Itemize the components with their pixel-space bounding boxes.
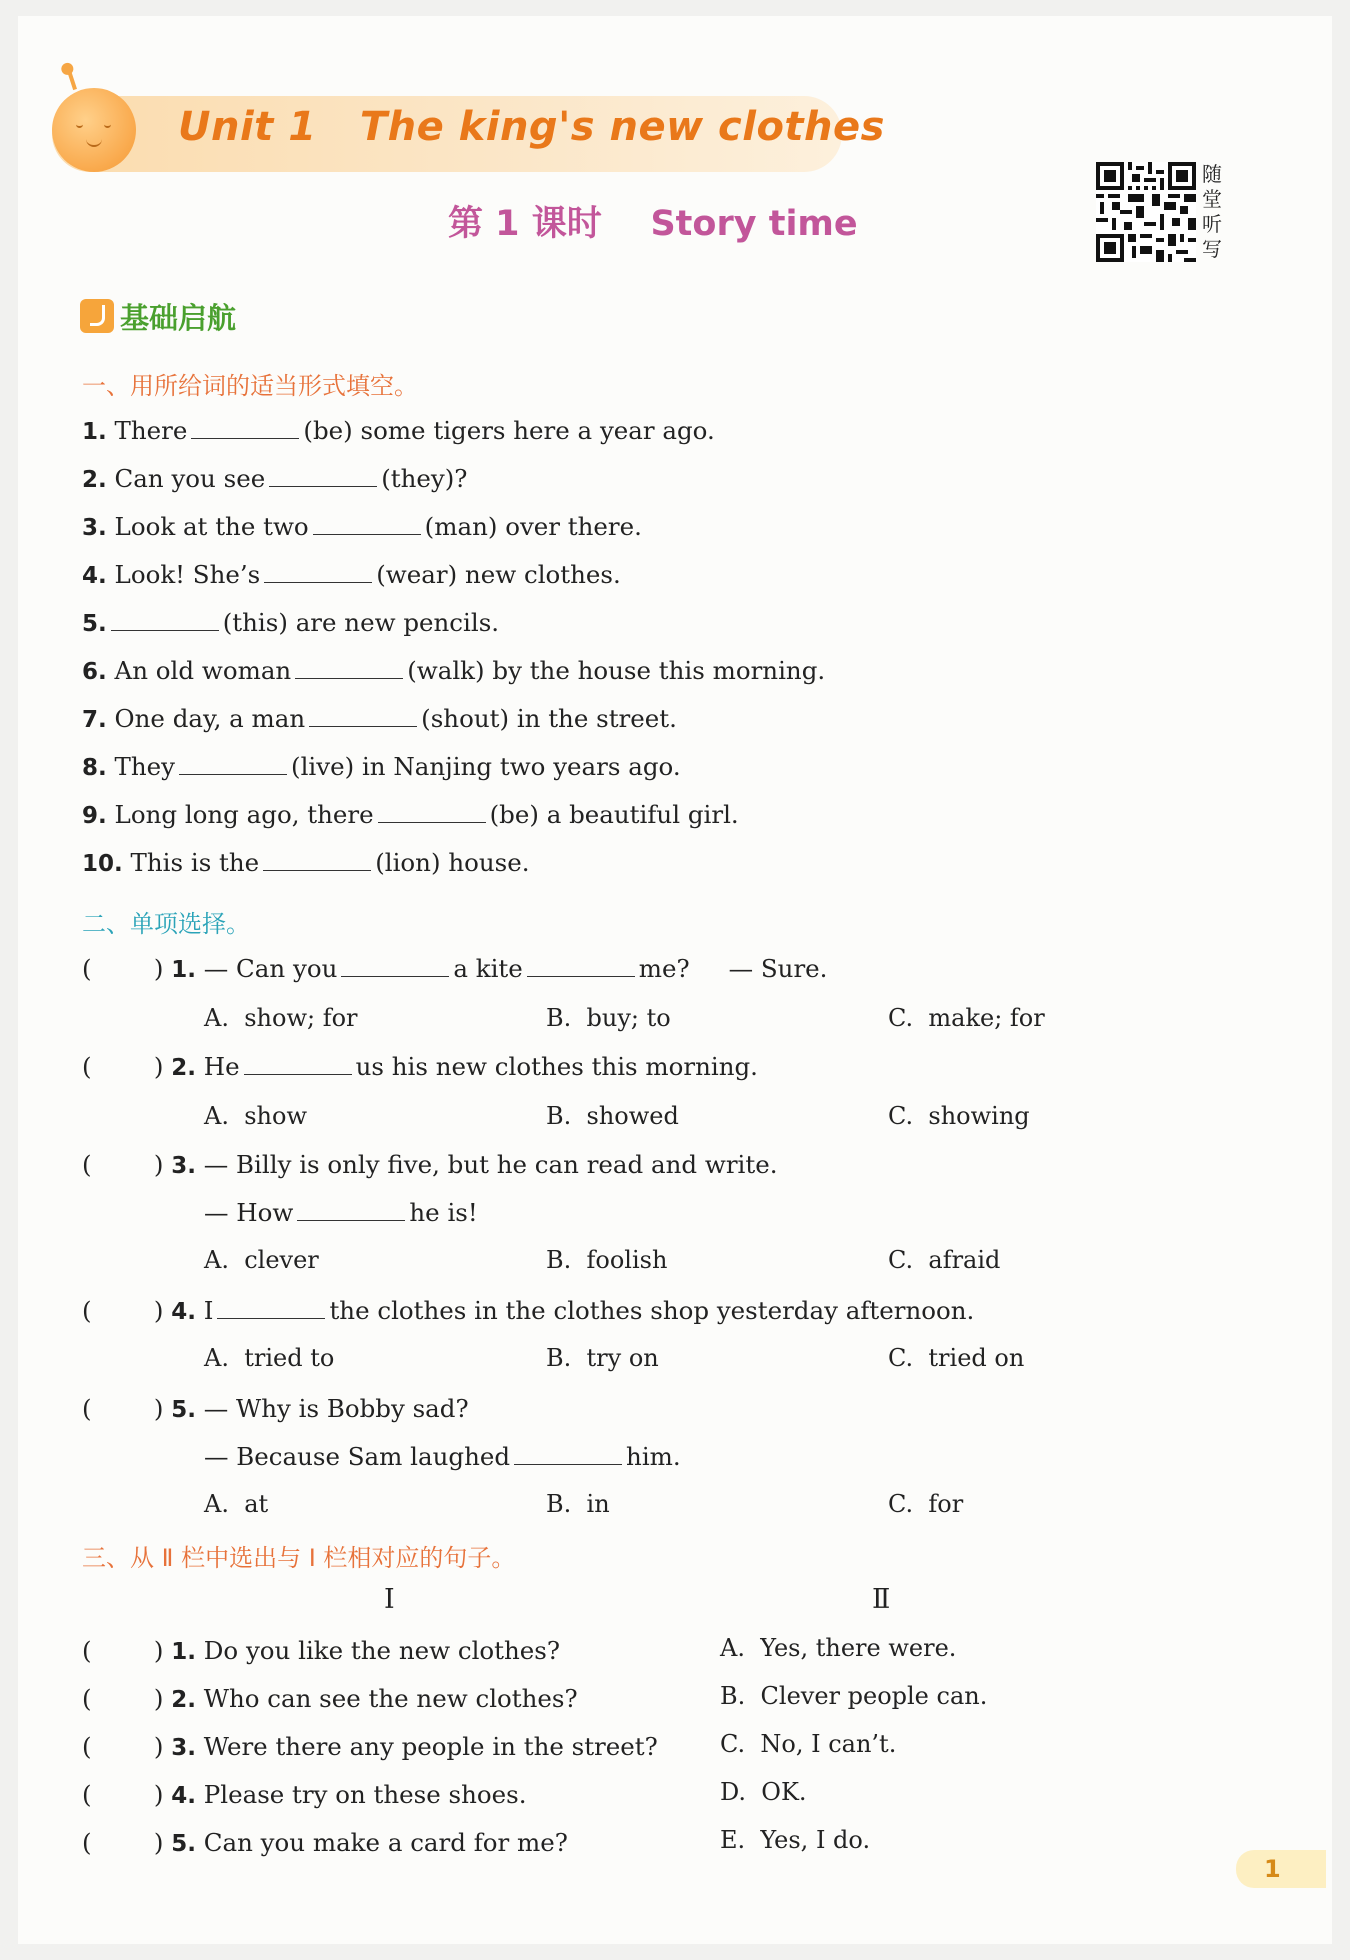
answer-paren[interactable]: ( ) — [82, 1296, 164, 1325]
item-text: Do you like the new clothes? — [203, 1636, 560, 1665]
answer-blank[interactable] — [179, 750, 287, 775]
item-text: Please try on these shoes. — [203, 1780, 527, 1809]
option-b: B. buy; to — [546, 1004, 671, 1032]
option-a: A. show; for — [204, 1004, 358, 1032]
question-text: me? — [638, 954, 690, 983]
page-number: 1 — [1236, 1850, 1326, 1888]
item-text: Were there any people in the street? — [203, 1732, 658, 1761]
item-number: 4. — [171, 1783, 196, 1809]
match-left-5 — [82, 1826, 568, 1860]
option-b: B. showed — [546, 1102, 679, 1130]
option-c: C. afraid — [888, 1246, 1001, 1274]
match-left-2 — [82, 1682, 578, 1716]
answer-blank[interactable] — [341, 952, 449, 977]
fill-item-10 — [82, 846, 529, 880]
choice-question-4 — [82, 1294, 974, 1328]
option-c: C. make; for — [888, 1004, 1045, 1032]
section-header — [80, 296, 236, 336]
qr-code-icon[interactable] — [1096, 162, 1196, 262]
match-left-1 — [82, 1634, 560, 1668]
item-number: 6. — [82, 659, 107, 685]
item-number: 8. — [82, 755, 107, 781]
item-text: in the street. — [516, 704, 677, 733]
choice-question-5 — [82, 1392, 469, 1426]
question-text: the clothes in the clothes shop yesterday afternoon. — [329, 1296, 975, 1325]
option-b: B. try on — [546, 1344, 659, 1372]
item-text: new clothes. — [464, 560, 621, 589]
match-right-c: C. No, I can’t. — [720, 1730, 897, 1758]
answer-blank[interactable] — [269, 462, 377, 487]
item-text: are new pencils. — [295, 608, 500, 637]
item-hint: (live) — [291, 752, 355, 781]
answer-paren[interactable]: ( ) — [82, 954, 164, 983]
qr-label-char: 堂 — [1202, 187, 1222, 211]
option-b: B. in — [546, 1490, 610, 1518]
qr-label-char: 随 — [1202, 162, 1222, 186]
fill-item-8 — [82, 750, 681, 784]
item-hint: (they)? — [381, 464, 468, 493]
match-right-e: E. Yes, I do. — [720, 1826, 871, 1854]
item-text: Look! She’s — [114, 560, 261, 589]
item-text: in Nanjing two years ago. — [361, 752, 681, 781]
column-1-header: Ⅰ — [384, 1584, 395, 1615]
question-text: — Can you — [203, 954, 338, 983]
option-a: A. show — [204, 1102, 307, 1130]
item-text: house. — [448, 848, 530, 877]
answer-blank[interactable] — [313, 510, 421, 535]
question-text: a kite — [453, 954, 523, 983]
question-number: 3. — [171, 1153, 196, 1179]
match-right-d: D. OK. — [720, 1778, 807, 1806]
lesson-title: 第 1 课时 Story time — [448, 204, 858, 244]
item-hint: (man) — [424, 512, 498, 541]
question-5-line2 — [204, 1440, 681, 1474]
item-text: Who can see the new clothes? — [203, 1684, 578, 1713]
item-number: 1. — [171, 1639, 196, 1665]
item-number: 1. — [82, 419, 107, 445]
item-hint: (lion) — [375, 848, 441, 877]
item-number: 2. — [171, 1687, 196, 1713]
answer-blank[interactable] — [263, 846, 371, 871]
answer-blank[interactable] — [309, 702, 417, 727]
item-text: over there. — [505, 512, 642, 541]
item-number: 3. — [82, 515, 107, 541]
item-number: 4. — [82, 563, 107, 589]
answer-blank[interactable] — [378, 798, 486, 823]
fill-item-6 — [82, 654, 825, 688]
question-text: I — [203, 1296, 214, 1325]
question-text: us his new clothes this morning. — [355, 1052, 758, 1081]
part2-title: 二、单项选择。 — [82, 910, 250, 938]
item-hint: (this) — [222, 608, 288, 637]
item-hint: (be) — [303, 416, 353, 445]
option-c: C. showing — [888, 1102, 1030, 1130]
question-text: he is! — [409, 1198, 478, 1227]
item-hint: (wear) — [376, 560, 458, 589]
column-2-header: Ⅱ — [872, 1584, 891, 1615]
option-a: A. tried to — [204, 1344, 335, 1372]
match-left-3 — [82, 1730, 658, 1764]
answer-blank[interactable] — [514, 1440, 622, 1465]
fill-item-9 — [82, 798, 739, 832]
choice-question-1 — [82, 952, 827, 986]
item-number: 2. — [82, 467, 107, 493]
unit-title: Unit 1 The king's new clothes — [178, 104, 885, 150]
match-right-a: A. Yes, there were. — [720, 1634, 957, 1662]
question-text: — Sure. — [728, 954, 828, 983]
answer-paren[interactable]: ( ) — [82, 1636, 164, 1665]
item-text: There — [114, 416, 188, 445]
question-3-line2 — [204, 1196, 478, 1230]
choice-question-2 — [82, 1050, 758, 1084]
item-hint: (shout) — [421, 704, 510, 733]
item-number: 5. — [82, 611, 107, 637]
item-text: Look at the two — [114, 512, 309, 541]
item-number: 7. — [82, 707, 107, 733]
item-text: Can you see — [114, 464, 266, 493]
fill-item-5 — [82, 606, 499, 640]
question-number: 2. — [171, 1055, 196, 1081]
answer-paren[interactable]: ( ) — [82, 1780, 164, 1809]
qr-label — [1200, 162, 1224, 262]
choice-question-3 — [82, 1148, 778, 1182]
fill-item-3 — [82, 510, 642, 544]
question-text: him. — [626, 1442, 681, 1471]
question-number: 5. — [171, 1397, 196, 1423]
question-number: 4. — [171, 1299, 196, 1325]
section-badge-icon — [80, 299, 114, 333]
question-text: — Because Sam laughed — [204, 1442, 511, 1471]
qr-label-char: 写 — [1202, 237, 1222, 261]
question-text: — Why is Bobby sad? — [203, 1394, 469, 1423]
answer-paren[interactable]: ( ) — [82, 1828, 164, 1857]
option-b: B. foolish — [546, 1246, 668, 1274]
answer-paren[interactable]: ( ) — [82, 1052, 164, 1081]
match-left-4 — [82, 1778, 527, 1812]
answer-paren[interactable]: ( ) — [82, 1150, 164, 1179]
option-a: A. clever — [204, 1246, 319, 1274]
answer-blank[interactable] — [527, 952, 635, 977]
fill-item-4 — [82, 558, 621, 592]
question-text: — How — [204, 1198, 294, 1227]
answer-blank[interactable] — [191, 414, 299, 439]
qr-label-char: 听 — [1202, 212, 1222, 236]
item-number: 10. — [82, 851, 123, 877]
item-number: 9. — [82, 803, 107, 829]
item-hint: (walk) — [407, 656, 485, 685]
item-text: Long long ago, there — [114, 800, 374, 829]
fill-item-7 — [82, 702, 677, 736]
item-text: by the house this morning. — [492, 656, 826, 685]
answer-paren[interactable]: ( ) — [82, 1394, 164, 1423]
fill-item-2 — [82, 462, 467, 496]
item-text: They — [114, 752, 176, 781]
answer-paren[interactable]: ( ) — [82, 1684, 164, 1713]
option-a: A. at — [204, 1490, 269, 1518]
question-text: He — [203, 1052, 240, 1081]
fill-item-1 — [82, 414, 715, 448]
item-text: Can you make a card for me? — [203, 1828, 568, 1857]
part1-title: 一、用所给词的适当形式填空。 — [82, 372, 418, 400]
answer-blank[interactable] — [297, 1196, 405, 1221]
question-text: — Billy is only five, but he can read and write. — [203, 1150, 778, 1179]
question-number: 1. — [171, 957, 196, 983]
item-number: 5. — [171, 1831, 196, 1857]
answer-blank[interactable] — [244, 1050, 352, 1075]
answer-blank[interactable] — [295, 654, 403, 679]
answer-blank[interactable] — [217, 1294, 325, 1319]
match-right-b: B. Clever people can. — [720, 1682, 988, 1710]
option-c: C. for — [888, 1490, 964, 1518]
sun-mascot-icon — [52, 88, 136, 172]
option-c: C. tried on — [888, 1344, 1025, 1372]
answer-paren[interactable]: ( ) — [82, 1732, 164, 1761]
item-number: 3. — [171, 1735, 196, 1761]
item-text: some tigers here a year ago. — [360, 416, 715, 445]
item-hint: (be) — [489, 800, 539, 829]
part3-title: 三、从 Ⅱ 栏中选出与 Ⅰ 栏相对应的句子。 — [82, 1544, 516, 1572]
item-text: One day, a man — [114, 704, 306, 733]
item-text: This is the — [130, 848, 260, 877]
answer-blank[interactable] — [264, 558, 372, 583]
answer-blank[interactable] — [111, 606, 219, 631]
section-title: 基础启航 — [120, 300, 237, 335]
item-text: a beautiful girl. — [546, 800, 739, 829]
item-text: An old woman — [114, 656, 292, 685]
